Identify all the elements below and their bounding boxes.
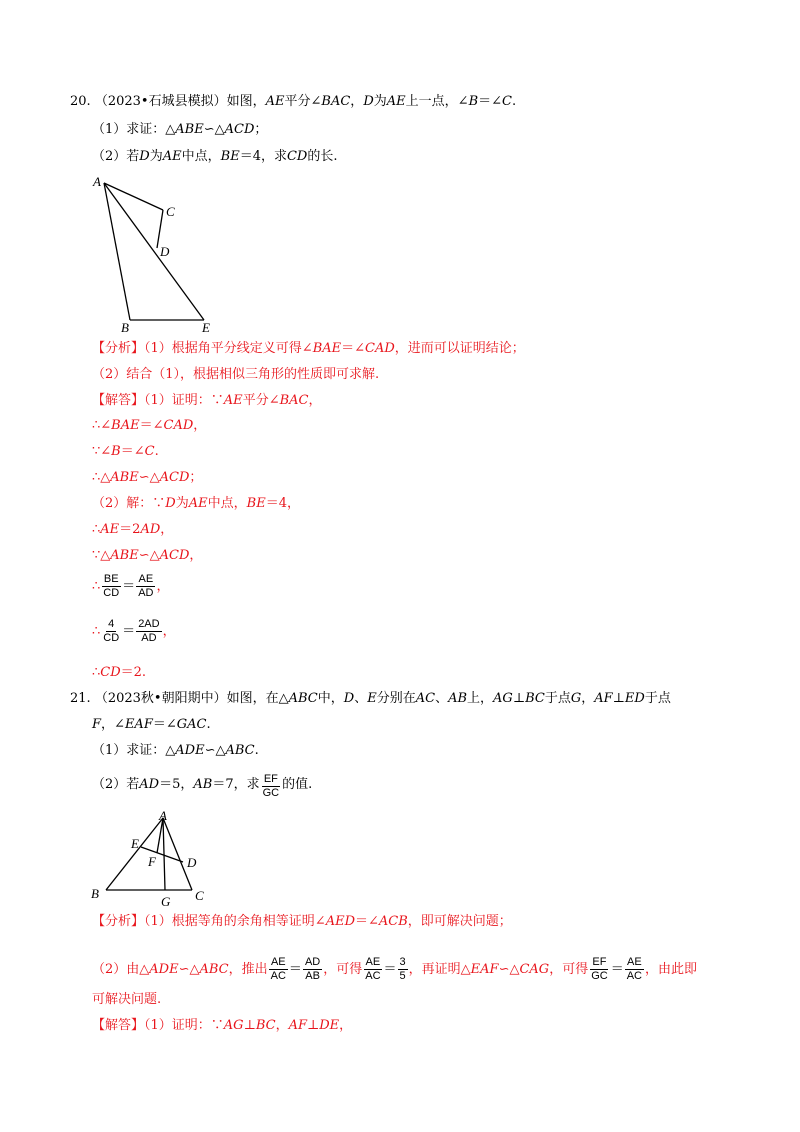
q20-stem: 20. （2023•石城县模拟）如图，AE平分∠BAC，D为AE上一点，∠B＝∠C.	[70, 94, 517, 109]
q20-solution-1: 【解答】（1）证明：∵AE平分∠BAC，	[92, 393, 322, 408]
q20-solution-10: ∴CD＝2.	[92, 665, 147, 680]
fraction-4-cd: $\frac{4}{CD}$	[103, 618, 120, 644]
q21-label-a: A	[159, 808, 167, 823]
q20-part1: （1）求证：△ABE∽△ACD；	[92, 122, 268, 137]
q21-part1: （1）求证：△ADE∽△ABC.	[92, 743, 259, 758]
q20-label-b: B	[121, 320, 129, 335]
q21-analysis-2: （2）由△ADE∽△ABC，推出 $\frac{AE}{AC}$ ＝ $\frac{AD}{AB}$ ，可得 $\frac{AE}{AC}$ ＝ $\frac{3}{5}$ ，再证明△EAF∽△CAG，可得 $\frac{EF}{GC}$ ＝ $\frac{AE}{AC}$ ，由此即	[92, 956, 698, 982]
fraction-3-5: $\frac{3}{5}$	[399, 956, 406, 982]
fraction-2ad-ad: $\frac{2AD}{AD}$	[138, 618, 160, 644]
q20-solution-3: ∵∠B＝∠C.	[92, 444, 159, 459]
fraction-ef-gc-2: $\frac{EF}{GC}$	[591, 956, 608, 982]
fraction-ef-gc: $\frac{EF}{GC}$	[262, 773, 280, 799]
q21-source: （2023秋•朝阳期中）	[94, 691, 227, 706]
q21-label-d: D	[187, 855, 197, 870]
q20-label-e: E	[202, 320, 210, 335]
q21-label-b: B	[91, 886, 99, 901]
q20-label-c: C	[166, 204, 175, 219]
q20-solution-8: ∴ $\frac{BE}{CD}$ ＝ $\frac{AE}{AD}$ ，	[92, 573, 170, 599]
q20-solution-9: ∴ $\frac{4}{CD}$ ＝ $\frac{2AD}{AD}$ ，	[92, 618, 176, 644]
q20-analysis-2: （2）结合（1），根据相似三角形的性质即可求解.	[92, 367, 380, 382]
q20-part2: （2）若D为AE中点，BE＝4，求CD的长.	[92, 149, 338, 164]
q21-label-g: G	[161, 894, 171, 908]
q20-solution-2: ∴∠BAE＝∠CAD，	[92, 418, 207, 433]
q21-analysis-tag: 【分析】	[92, 914, 145, 929]
fraction-ae-ac-3: $\frac{AE}{AC}$	[626, 956, 642, 982]
q20-solution-tag: 【解答】	[92, 393, 145, 408]
q20-solution-7: ∵△ABE∽△ACD，	[92, 548, 203, 563]
q20-segment-ae	[104, 183, 204, 320]
q20-solution-5: （2）解：∵D为AE中点，BE＝4，	[92, 496, 300, 511]
fraction-ae-ac-2: $\frac{AE}{AC}$	[365, 956, 381, 982]
q21-number: 21.	[70, 691, 91, 706]
q21-analysis-1: 【分析】（1）根据等角的余角相等证明∠AED＝∠ACB，即可解决问题；	[92, 914, 512, 929]
fraction-ad-ab: $\frac{AD}{AB}$	[304, 956, 321, 982]
q20-analysis-tag: 【分析】	[92, 341, 145, 356]
q20-number: 20.	[70, 94, 91, 109]
q21-label-c: C	[195, 888, 204, 903]
q20-segment-ac	[104, 183, 163, 210]
q21-label-e: E	[131, 836, 139, 851]
q21-label-f: F	[148, 854, 156, 869]
q21-solution-tag: 【解答】	[92, 1018, 145, 1033]
q21-segment-af	[157, 818, 163, 853]
q20-figure	[90, 170, 230, 339]
q21-segment-ac	[163, 818, 192, 890]
q20-analysis-1: 【分析】（1）根据角平分线定义可得∠BAE＝∠CAD，进而可以证明结论；	[92, 341, 525, 356]
q20-label-a: A	[93, 174, 101, 189]
q20-solution-4: ∴△ABE∽△ACD；	[92, 470, 203, 485]
q21-figure	[86, 808, 226, 912]
q21-segment-ag	[163, 818, 165, 890]
q20-segment-ab	[104, 183, 130, 320]
q20-solution-6: ∴AE＝2AD，	[92, 522, 174, 537]
q20-label-d: D	[160, 244, 170, 259]
q21-stem-2: F，∠EAF＝∠GAC.	[92, 717, 211, 732]
q21-analysis-3: 可解决问题.	[92, 992, 162, 1007]
fraction-ae-ac: $\frac{AE}{AC}$	[270, 956, 286, 982]
q20-segment-cd	[157, 210, 163, 248]
q20-source: （2023•石城县模拟）	[94, 94, 227, 109]
q21-stem-1: 21. （2023秋•朝阳期中）如图，在△ABC中，D、E分别在AC、AB上，AG⊥BC于点G，AF⊥ED于点	[70, 691, 671, 706]
fraction-ae-ad: $\frac{AE}{AD}$	[138, 573, 154, 599]
fraction-be-cd: $\frac{BE}{CD}$	[103, 573, 120, 599]
q21-part2: （2）若AD＝5，AB＝7，求 $\frac{EF}{GC}$ 的值.	[92, 773, 313, 799]
q21-solution-1: 【解答】（1）证明：∵AG⊥BC，AF⊥DE，	[92, 1018, 353, 1033]
